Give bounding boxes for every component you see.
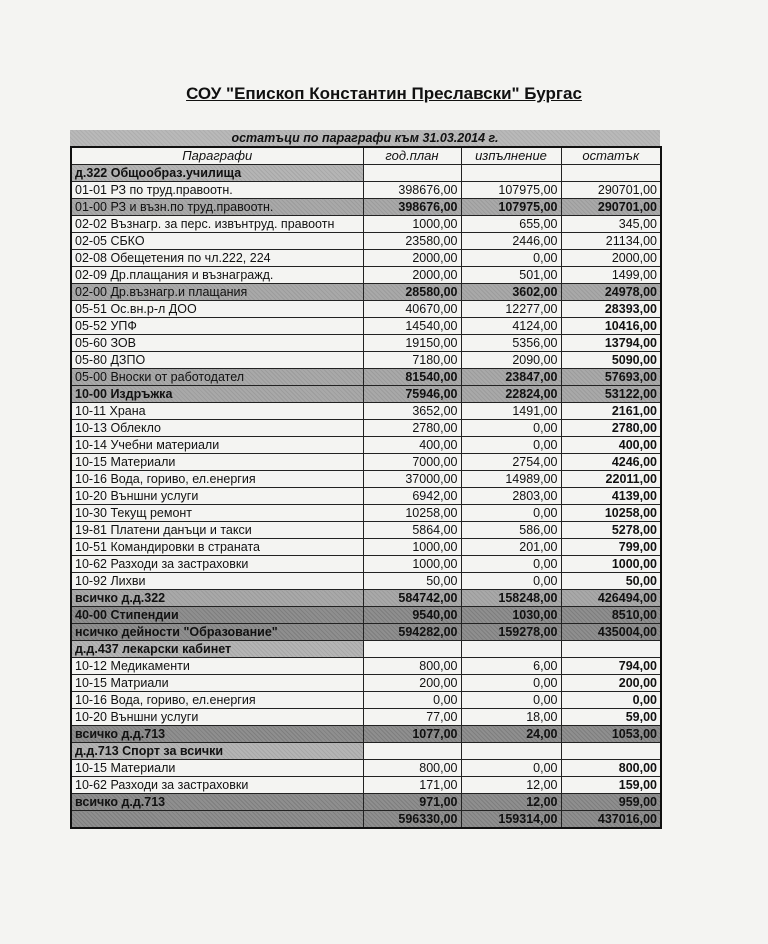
row-execution: 1491,00 [461, 403, 561, 420]
row-remainder: 13794,00 [561, 335, 661, 352]
table-row [71, 216, 661, 233]
row-label: 10-16 Вода, гориво, ел.енергия [71, 471, 363, 488]
table-row [71, 743, 661, 760]
row-execution: 201,00 [461, 539, 561, 556]
table-row [71, 352, 661, 369]
row-annual-plan [363, 641, 461, 658]
row-annual-plan: 14540,00 [363, 318, 461, 335]
sheet-subtitle: остатъци по параграфи към 31.03.2014 г. [70, 130, 660, 146]
row-annual-plan: 1000,00 [363, 216, 461, 233]
page-title: СОУ "Епископ Константин Преславски" Бургас [186, 84, 582, 103]
row-execution: 0,00 [461, 437, 561, 454]
row-label: 10-62 Разходи за застраховки [71, 777, 363, 794]
row-label: 05-52 УПФ [71, 318, 363, 335]
row-remainder: 24978,00 [561, 284, 661, 301]
column-header-execution: изпълнение [461, 147, 561, 165]
row-label: 02-08 Обещетения по чл.222, 224 [71, 250, 363, 267]
table-row [71, 624, 661, 641]
row-execution [461, 165, 561, 182]
table-row [71, 811, 661, 829]
row-annual-plan: 5864,00 [363, 522, 461, 539]
table-row [71, 233, 661, 250]
table-row [71, 522, 661, 539]
row-execution: 3602,00 [461, 284, 561, 301]
row-label: 10-51 Командировки в страната [71, 539, 363, 556]
table-row [71, 488, 661, 505]
row-annual-plan: 2000,00 [363, 267, 461, 284]
row-label: 10-20 Външни услуги [71, 488, 363, 505]
row-execution: 107975,00 [461, 182, 561, 199]
table-row [71, 641, 661, 658]
row-execution: 18,00 [461, 709, 561, 726]
row-annual-plan: 77,00 [363, 709, 461, 726]
column-header-annual-plan: год.план [363, 147, 461, 165]
row-execution: 0,00 [461, 556, 561, 573]
row-execution: 5356,00 [461, 335, 561, 352]
row-label: всичко д.д.713 [71, 794, 363, 811]
row-annual-plan: 1000,00 [363, 539, 461, 556]
row-remainder: 53122,00 [561, 386, 661, 403]
balance-sheet [70, 130, 660, 829]
row-annual-plan: 584742,00 [363, 590, 461, 607]
table-row [71, 318, 661, 335]
row-label: 10-15 Матриали [71, 675, 363, 692]
row-remainder: 57693,00 [561, 369, 661, 386]
row-annual-plan: 7000,00 [363, 454, 461, 471]
row-label: всичко д.д.322 [71, 590, 363, 607]
row-label: 10-20 Външни услуги [71, 709, 363, 726]
row-remainder: 5090,00 [561, 352, 661, 369]
row-execution: 14989,00 [461, 471, 561, 488]
row-label: д.322 Общообраз.училища [71, 165, 363, 182]
row-remainder: 435004,00 [561, 624, 661, 641]
table-row [71, 556, 661, 573]
row-remainder: 200,00 [561, 675, 661, 692]
row-remainder: 59,00 [561, 709, 661, 726]
row-annual-plan: 800,00 [363, 760, 461, 777]
row-execution: 0,00 [461, 505, 561, 522]
row-execution: 2090,00 [461, 352, 561, 369]
row-label: 40-00 Стипендии [71, 607, 363, 624]
row-execution: 23847,00 [461, 369, 561, 386]
table-row [71, 335, 661, 352]
row-remainder: 290701,00 [561, 182, 661, 199]
table-row [71, 267, 661, 284]
table-row [71, 539, 661, 556]
table-row [71, 250, 661, 267]
row-execution [461, 743, 561, 760]
row-execution: 158248,00 [461, 590, 561, 607]
row-execution: 0,00 [461, 675, 561, 692]
table-row [71, 777, 661, 794]
table-row [71, 165, 661, 182]
row-label: 01-01 РЗ по труд.правоотн. [71, 182, 363, 199]
row-remainder: 4139,00 [561, 488, 661, 505]
row-label: 10-14 Учебни материали [71, 437, 363, 454]
row-label: нсичко дейности "Образование" [71, 624, 363, 641]
row-execution: 24,00 [461, 726, 561, 743]
table-row [71, 709, 661, 726]
row-annual-plan: 3652,00 [363, 403, 461, 420]
row-label: 01-00 РЗ и възн.по труд.правоотн. [71, 199, 363, 216]
row-remainder [561, 743, 661, 760]
row-annual-plan: 6942,00 [363, 488, 461, 505]
table-row [71, 505, 661, 522]
row-annual-plan: 75946,00 [363, 386, 461, 403]
row-remainder: 959,00 [561, 794, 661, 811]
row-label: 10-00 Издръжка [71, 386, 363, 403]
table-row [71, 794, 661, 811]
row-remainder: 10416,00 [561, 318, 661, 335]
row-execution: 2446,00 [461, 233, 561, 250]
row-remainder: 8510,00 [561, 607, 661, 624]
row-remainder: 426494,00 [561, 590, 661, 607]
row-annual-plan: 40670,00 [363, 301, 461, 318]
row-remainder: 1000,00 [561, 556, 661, 573]
row-remainder: 794,00 [561, 658, 661, 675]
row-execution: 501,00 [461, 267, 561, 284]
row-label: д.д.437 лекарски кабинет [71, 641, 363, 658]
row-execution: 159278,00 [461, 624, 561, 641]
row-remainder: 0,00 [561, 692, 661, 709]
row-execution: 12277,00 [461, 301, 561, 318]
row-remainder: 2161,00 [561, 403, 661, 420]
row-annual-plan: 23580,00 [363, 233, 461, 250]
row-annual-plan: 171,00 [363, 777, 461, 794]
table-row [71, 199, 661, 216]
table-row [71, 726, 661, 743]
row-annual-plan: 50,00 [363, 573, 461, 590]
row-remainder: 1499,00 [561, 267, 661, 284]
row-annual-plan: 596330,00 [363, 811, 461, 829]
row-annual-plan [363, 743, 461, 760]
table-header-row [71, 147, 661, 165]
row-execution: 12,00 [461, 777, 561, 794]
row-label: 02-09 Др.плащания и възнагражд. [71, 267, 363, 284]
table-row [71, 386, 661, 403]
row-remainder: 400,00 [561, 437, 661, 454]
table-row [71, 437, 661, 454]
row-execution: 2754,00 [461, 454, 561, 471]
row-label: 10-13 Облекло [71, 420, 363, 437]
row-remainder: 800,00 [561, 760, 661, 777]
table-row [71, 675, 661, 692]
table-row [71, 369, 661, 386]
row-label: 10-15 Материали [71, 760, 363, 777]
row-label: 02-00 Др.възнагр.и плащания [71, 284, 363, 301]
paragraph-table [70, 146, 662, 829]
row-annual-plan: 398676,00 [363, 199, 461, 216]
row-annual-plan: 398676,00 [363, 182, 461, 199]
row-annual-plan: 7180,00 [363, 352, 461, 369]
table-row [71, 573, 661, 590]
row-label [71, 811, 363, 829]
column-header-remainder: остатък [561, 147, 661, 165]
row-execution: 159314,00 [461, 811, 561, 829]
row-remainder: 28393,00 [561, 301, 661, 318]
row-annual-plan [363, 165, 461, 182]
row-annual-plan: 37000,00 [363, 471, 461, 488]
row-annual-plan: 200,00 [363, 675, 461, 692]
row-remainder: 1053,00 [561, 726, 661, 743]
row-execution: 0,00 [461, 760, 561, 777]
row-annual-plan: 9540,00 [363, 607, 461, 624]
row-label: 10-62 Разходи за застраховки [71, 556, 363, 573]
row-annual-plan: 1077,00 [363, 726, 461, 743]
row-remainder: 5278,00 [561, 522, 661, 539]
row-label: 10-30 Текущ ремонт [71, 505, 363, 522]
row-remainder [561, 641, 661, 658]
row-annual-plan: 2000,00 [363, 250, 461, 267]
table-row [71, 420, 661, 437]
row-label: 19-81 Платени данъци и такси [71, 522, 363, 539]
row-remainder: 2780,00 [561, 420, 661, 437]
table-row [71, 692, 661, 709]
row-execution: 107975,00 [461, 199, 561, 216]
row-label: всичко д.д.713 [71, 726, 363, 743]
row-annual-plan: 81540,00 [363, 369, 461, 386]
row-remainder: 159,00 [561, 777, 661, 794]
row-remainder: 437016,00 [561, 811, 661, 829]
table-row [71, 607, 661, 624]
table-row [71, 454, 661, 471]
row-annual-plan: 594282,00 [363, 624, 461, 641]
row-remainder: 4246,00 [561, 454, 661, 471]
row-execution: 0,00 [461, 573, 561, 590]
row-label: д.д.713 Спорт за всички [71, 743, 363, 760]
table-row [71, 590, 661, 607]
row-label: 10-11 Храна [71, 403, 363, 420]
table-row [71, 301, 661, 318]
table-row [71, 182, 661, 199]
row-execution: 0,00 [461, 250, 561, 267]
row-remainder: 345,00 [561, 216, 661, 233]
row-execution: 1030,00 [461, 607, 561, 624]
table-row [71, 403, 661, 420]
row-label: 02-02 Възнагр. за перс. извънтруд. правоотн [71, 216, 363, 233]
row-label: 10-15 Материали [71, 454, 363, 471]
row-remainder: 22011,00 [561, 471, 661, 488]
table-row [71, 284, 661, 301]
row-annual-plan: 1000,00 [363, 556, 461, 573]
row-execution: 6,00 [461, 658, 561, 675]
row-annual-plan: 19150,00 [363, 335, 461, 352]
row-remainder [561, 165, 661, 182]
row-execution: 4124,00 [461, 318, 561, 335]
row-annual-plan: 2780,00 [363, 420, 461, 437]
row-label: 05-51 Ос.вн.р-л ДОО [71, 301, 363, 318]
row-label: 02-05 СБКО [71, 233, 363, 250]
row-label: 05-80 ДЗПО [71, 352, 363, 369]
row-annual-plan: 0,00 [363, 692, 461, 709]
row-execution: 0,00 [461, 692, 561, 709]
row-label: 05-00 Вноски от работодател [71, 369, 363, 386]
row-execution: 2803,00 [461, 488, 561, 505]
table-row [71, 658, 661, 675]
row-label: 10-12 Медикаменти [71, 658, 363, 675]
row-remainder: 50,00 [561, 573, 661, 590]
row-execution: 12,00 [461, 794, 561, 811]
row-remainder: 2000,00 [561, 250, 661, 267]
row-annual-plan: 28580,00 [363, 284, 461, 301]
row-execution: 655,00 [461, 216, 561, 233]
row-execution [461, 641, 561, 658]
row-execution: 0,00 [461, 420, 561, 437]
row-label: 10-92 Лихви [71, 573, 363, 590]
column-header-paragraphs: Параграфи [71, 147, 363, 165]
row-execution: 22824,00 [461, 386, 561, 403]
row-annual-plan: 400,00 [363, 437, 461, 454]
table-row [71, 471, 661, 488]
table-row [71, 760, 661, 777]
row-remainder: 21134,00 [561, 233, 661, 250]
row-annual-plan: 800,00 [363, 658, 461, 675]
row-remainder: 799,00 [561, 539, 661, 556]
row-remainder: 10258,00 [561, 505, 661, 522]
row-annual-plan: 10258,00 [363, 505, 461, 522]
row-label: 10-16 Вода, гориво, ел.енергия [71, 692, 363, 709]
row-label: 05-60 ЗОВ [71, 335, 363, 352]
row-annual-plan: 971,00 [363, 794, 461, 811]
row-remainder: 290701,00 [561, 199, 661, 216]
row-execution: 586,00 [461, 522, 561, 539]
